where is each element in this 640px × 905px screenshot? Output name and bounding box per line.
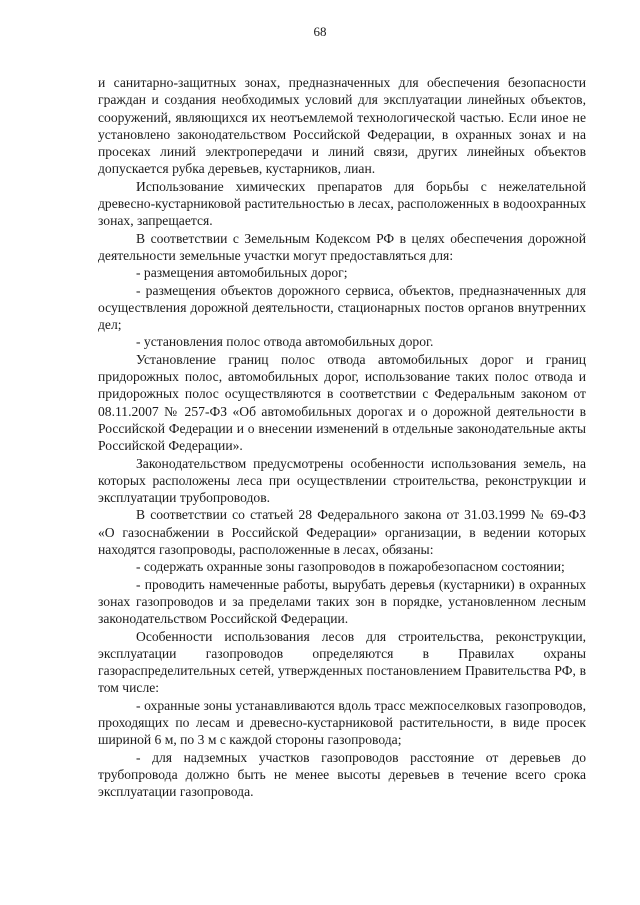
list-item: - для надземных участков газопроводов расстояние от деревьев до трубопровода должно быть не менее высоты деревьев в течение всего срока эксплуатации газопровода.: [98, 749, 586, 800]
list-item: - содержать охранные зоны газопроводов в пожаробезопасном состоянии;: [136, 559, 565, 575]
list-item: - установления полос отвода автомобильных дорог.: [136, 334, 434, 350]
paragraph: Установление границ полос отвода автомобильных дорог и границ придорожных полос, автомобильных дорог, использование таких полос отвода и придорожных полос осуществляются в соответствии с Федеральным законом от 08.11.2007 № 257-ФЗ «Об автомобильных дорогах и о дорожной деятельности в Российской Федерации и о внесении изменений в отдельные законодательные акты Российской Федерации».: [98, 351, 586, 454]
paragraph: В соответствии с Земельным Кодексом РФ в целях обеспечения дорожной деятельности земельные участки могут предоставляться для:: [98, 230, 586, 263]
list-item: - охранные зоны устанавливаются вдоль трасс межпоселковых газопроводов, проходящих по лесам и древесно-кустарниковой растительности, в виде просек шириной 6 м, по 3 м с каждой стороны газопровода;: [98, 697, 586, 748]
page-number: 68: [313, 24, 327, 39]
paragraph: Использование химических препаратов для борьбы с нежелательной древесно-кустарниковой растительностью в лесах, расположенных в водоохранных зонах, запрещается.: [98, 178, 586, 229]
list-item: - размещения автомобильных дорог;: [136, 265, 348, 281]
paragraph: и санитарно-защитных зонах, предназначенных для обеспечения безопасности граждан и создания необходимых условий для эксплуатации линейных объектов, сооружений, являющихся их неотъемлемой технологической частью. Если иное не установлено законодательством Российской Федерации, в охранных зонах и на просеках линий электропередачи и линий связи, других линейных объектов допускается рубка деревьев, кустарников, лиан.: [98, 75, 586, 177]
paragraph: Законодательством предусмотрены особенности использования земель, на которых расположены леса при осуществлении строительства, реконструкции и эксплуатации трубопроводов.: [98, 455, 586, 506]
paragraph: В соответствии со статьей 28 Федерального закона от 31.03.1999 № 69-ФЗ «О газоснабжении в Российской Федерации» организации, в ведении которых находятся газопроводы, расположенные в лесах, обязаны:: [98, 507, 586, 558]
list-item: - размещения объектов дорожного сервиса, объектов, предназначенных для осуществления дорожной деятельности, стационарных постов органов внутренних дел;: [98, 282, 586, 333]
page-body: [98, 74, 586, 800]
list-item: - проводить намеченные работы, вырубать деревья (кустарники) в охранных зонах газопроводов и за пределами таких зон в порядке, установленном лесным законодательством Российской Федерации.: [98, 576, 586, 627]
paragraph: Особенности использования лесов для строительства, реконструкции, эксплуатации газопроводов определяются в Правилах охраны газораспределительных сетей, утвержденных постановлением Правительства РФ, в том числе:: [98, 628, 586, 696]
